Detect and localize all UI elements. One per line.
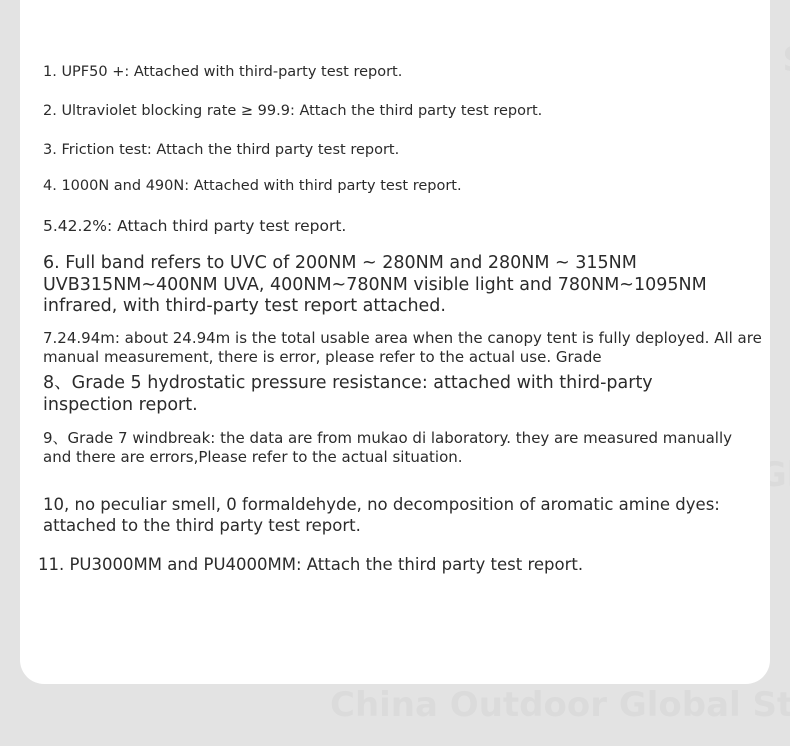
spec-item-6: 6. Full band refers to UVC of 200NM ~ 280NM and 280NM ~ 315NM UVB315NM~400NM UVA, 400NM~780NM visible light and 780NM~1095NM infrared, with third-party test report attached. <box>43 253 707 316</box>
spec-item-3: 3. Friction test: Attach the third party test report. <box>43 142 400 158</box>
watermark-store <box>330 685 790 725</box>
spec-item-11: 11. PU3000MM and PU4000MM: Attach the third party test report. <box>38 555 584 574</box>
spec-item-2: 2. Ultraviolet blocking rate ≥ 99.9: Attach the third party test report. <box>43 103 543 119</box>
spec-item-10: 10, no peculiar smell, 0 formaldehyde, no decomposition of aromatic amine dyes: attached to the third party test report. <box>43 495 720 535</box>
spec-item-1: 1. UPF50 +: Attached with third-party test report. <box>43 64 403 80</box>
spec-item-9: 9、Grade 7 windbreak: the data are from mukao di laboratory. they are measured manually and there are errors,Please refer to the actual situation. <box>43 429 733 466</box>
spec-item-7: 7.24.94m: about 24.94m is the total usable area when the canopy tent is fully deployed. All are manual measurement, there is error, please refer to the actual use. Grade <box>43 329 762 366</box>
spec-item-8: 8、Grade 5 hydrostatic pressure resistance: attached with third-party inspection report. <box>43 373 653 415</box>
spec-item-5: 5.42.2%: Attach third party test report. <box>43 217 347 235</box>
spec-item-4: 4. 1000N and 490N: Attached with third party test report. <box>43 178 462 194</box>
